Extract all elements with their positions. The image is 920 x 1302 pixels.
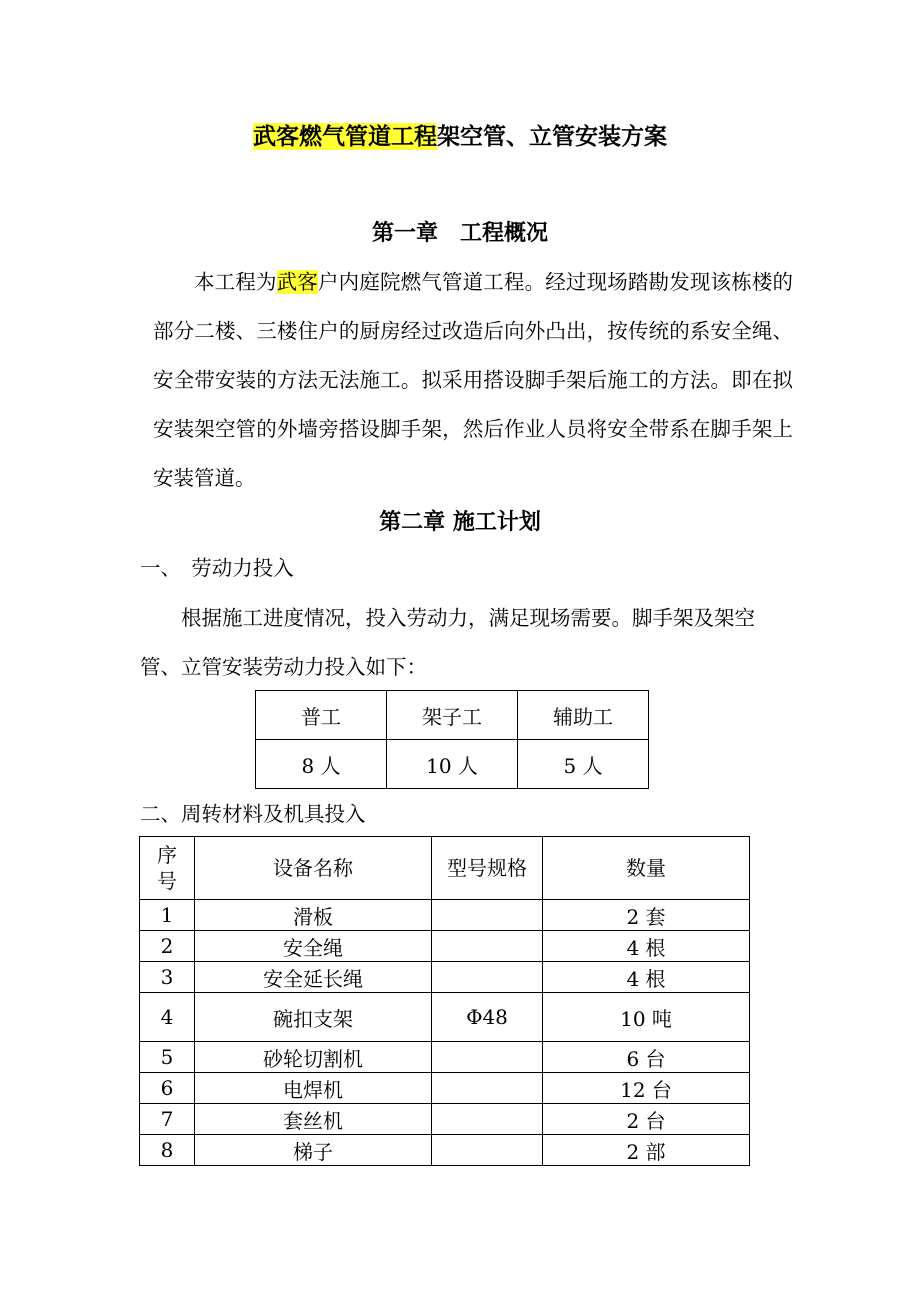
row-qty: 2 套 bbox=[543, 900, 750, 931]
labor-value-cell: 8 人 bbox=[256, 740, 387, 789]
row-qty: 6 台 bbox=[543, 1042, 750, 1073]
chapter1-paragraph bbox=[153, 258, 793, 503]
row-qty: 4 根 bbox=[543, 931, 750, 962]
row-seq: 5 bbox=[140, 1042, 195, 1073]
row-name: 滑板 bbox=[195, 900, 432, 931]
row-qty: 12 台 bbox=[543, 1073, 750, 1104]
header-name: 设备名称 bbox=[195, 837, 432, 900]
row-seq: 1 bbox=[140, 900, 195, 931]
labor-value-row bbox=[256, 740, 649, 789]
table-row bbox=[140, 931, 750, 962]
row-qty: 2 台 bbox=[543, 1104, 750, 1135]
table-row bbox=[140, 1135, 750, 1166]
row-qty: 10 吨 bbox=[543, 993, 750, 1042]
equipment-table bbox=[139, 836, 750, 1166]
labor-header-cell: 辅助工 bbox=[518, 691, 649, 740]
para-highlight: 武客 bbox=[276, 270, 318, 294]
table-row bbox=[140, 962, 750, 993]
section1-paragraph: 根据施工进度情况，投入劳动力，满足现场需要。脚手架及架空管、立管安装劳动力投入如下： bbox=[140, 606, 755, 679]
row-spec bbox=[432, 931, 543, 962]
section2-title: 二、周转材料及机具投入 bbox=[140, 802, 366, 826]
table-row bbox=[140, 1042, 750, 1073]
table-row bbox=[140, 900, 750, 931]
row-name: 电焊机 bbox=[195, 1073, 432, 1104]
row-spec bbox=[432, 962, 543, 993]
row-name: 安全延长绳 bbox=[195, 962, 432, 993]
page-title bbox=[0, 118, 920, 156]
header-qty: 数量 bbox=[543, 837, 750, 900]
labor-value-cell: 5 人 bbox=[518, 740, 649, 789]
row-spec bbox=[432, 1104, 543, 1135]
row-spec bbox=[432, 900, 543, 931]
row-seq: 7 bbox=[140, 1104, 195, 1135]
row-seq: 6 bbox=[140, 1073, 195, 1104]
title-rest: 架空管、立管安装方案 bbox=[437, 123, 667, 150]
row-name: 套丝机 bbox=[195, 1104, 432, 1135]
chapter2-heading: 第二章 施工计划 bbox=[379, 509, 541, 535]
row-name: 梯子 bbox=[195, 1135, 432, 1166]
table-row bbox=[140, 1104, 750, 1135]
header-seq: 序号 bbox=[140, 837, 195, 900]
row-seq: 8 bbox=[140, 1135, 195, 1166]
section1-title: 一、 劳动力投入 bbox=[140, 556, 294, 580]
row-spec bbox=[432, 1135, 543, 1166]
labor-table bbox=[255, 690, 649, 789]
row-name: 安全绳 bbox=[195, 931, 432, 962]
labor-header-row bbox=[256, 691, 649, 740]
row-spec: Φ48 bbox=[432, 993, 543, 1042]
row-name: 碗扣支架 bbox=[195, 993, 432, 1042]
row-spec bbox=[432, 1073, 543, 1104]
row-seq: 3 bbox=[140, 962, 195, 993]
header-spec: 型号规格 bbox=[432, 837, 543, 900]
title-highlight: 武客燃气管道工程 bbox=[253, 123, 437, 150]
labor-header-cell: 普工 bbox=[256, 691, 387, 740]
table-row bbox=[140, 993, 750, 1042]
para-lead: 本工程为 bbox=[194, 270, 277, 294]
row-seq: 2 bbox=[140, 931, 195, 962]
chapter1-heading: 第一章 工程概况 bbox=[371, 220, 548, 246]
equipment-header-row bbox=[140, 837, 750, 900]
table-row bbox=[140, 1073, 750, 1104]
row-spec bbox=[432, 1042, 543, 1073]
row-name: 砂轮切割机 bbox=[195, 1042, 432, 1073]
labor-header-cell: 架子工 bbox=[387, 691, 518, 740]
row-seq: 4 bbox=[140, 993, 195, 1042]
para-rest: 户内庭院燃气管道工程。经过现场踏勘发现该栋楼的部分二楼、三楼住户的厨房经过改造后向外凸出，按传统的系安全绳、安全带安装的方法无法施工。拟采用搭设脚手架后施工的方法。即在拟安装架空管的外墙旁搭设脚手架，然后作业人员将安全带系在脚手架上安装管道。 bbox=[153, 270, 794, 490]
row-qty: 4 根 bbox=[543, 962, 750, 993]
labor-value-cell: 10 人 bbox=[387, 740, 518, 789]
row-qty: 2 部 bbox=[543, 1135, 750, 1166]
